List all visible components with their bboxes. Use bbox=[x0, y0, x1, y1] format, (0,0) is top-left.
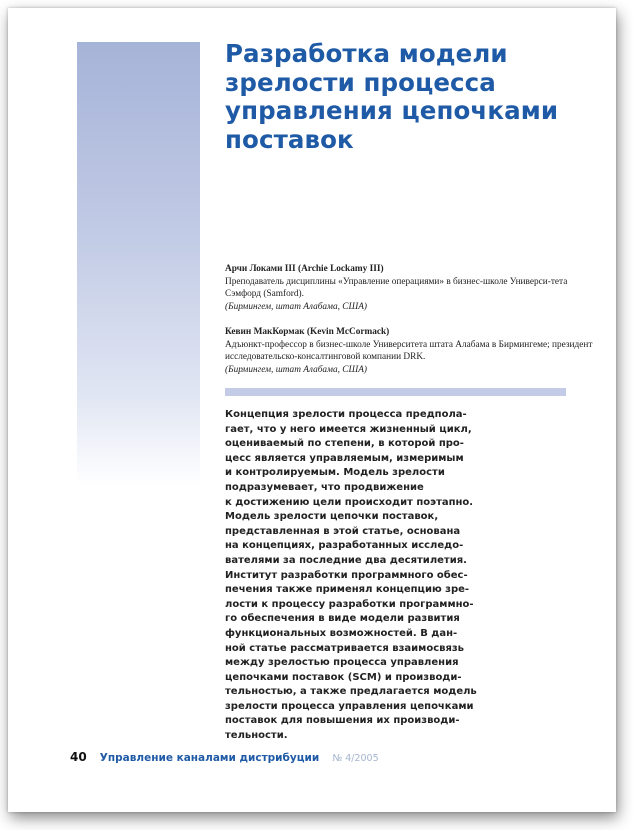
abstract-line: Модель зрелости цепочки поставок, bbox=[225, 511, 439, 523]
abstract-line: го обеспечения в виде модели развития bbox=[225, 613, 460, 625]
abstract-line: цесс является управляемым, измеримым bbox=[225, 452, 464, 464]
abstract-line: печения также применял концепцию зре- bbox=[225, 584, 470, 596]
abstract-line: вателями за последние два десятилетия. bbox=[225, 554, 467, 566]
author-name: Арчи Локами III (Archie Lockamy III) bbox=[225, 264, 384, 274]
author-block bbox=[225, 326, 605, 376]
abstract-line: лости к процессу разработки программно- bbox=[225, 598, 474, 610]
abstract-line: Институт разработки программного обес- bbox=[225, 569, 468, 581]
title-line: управления цепочками bbox=[225, 96, 559, 125]
article-title bbox=[225, 40, 605, 154]
abstract-line: и контролируемым. Модель зрелости bbox=[225, 467, 445, 479]
abstract-line: зрелости процесса управления цепочками bbox=[225, 700, 474, 712]
abstract-line: представленная в этой статье, основана bbox=[225, 525, 461, 537]
author-name: Кевин МакКормак (Kevin McCormack) bbox=[225, 327, 390, 337]
abstract-line: гает, что у него имеется жизненный цикл, bbox=[225, 423, 472, 435]
decorative-side-bar bbox=[77, 42, 200, 486]
author-role: Адъюнкт-профессор в бизнес-школе Университета штата Алабама в Бирмингеме; президент исследовательско-консалтинговой компании DRK. bbox=[225, 339, 593, 363]
author-block bbox=[225, 263, 605, 313]
abstract-line: тельности. bbox=[225, 730, 288, 742]
abstract-line: к достижению цели происходит поэтапно. bbox=[225, 496, 474, 508]
author-role: Преподаватель дисциплины «Управление операциями» в бизнес-школе Универси-тета Сэмфорд (Samford). bbox=[225, 276, 568, 300]
title-line: зрелости процесса bbox=[225, 67, 496, 97]
author-location: (Бирмингем, штат Алабама, США) bbox=[225, 301, 367, 312]
page-number: 40 bbox=[70, 750, 87, 764]
title-line: поставок bbox=[225, 124, 354, 154]
issue-number: № 4/2005 bbox=[332, 753, 379, 764]
abstract-line: поставок для повышения их производи- bbox=[225, 715, 460, 727]
abstract-line: между зрелостью процесса управления bbox=[225, 657, 459, 669]
magazine-page bbox=[8, 8, 616, 812]
abstract-line: ной статье рассматривается взаимосвязь bbox=[225, 642, 464, 654]
section-divider bbox=[225, 388, 566, 396]
title-line: Разработка модели bbox=[225, 39, 508, 68]
author-location: (Бирмингем, штат Алабама, США) bbox=[225, 364, 367, 375]
page-footer bbox=[70, 746, 379, 765]
abstract-line: на концепциях, разработанных исследо- bbox=[225, 540, 464, 552]
abstract-line: цепочками поставок (SCM) и производи- bbox=[225, 671, 462, 683]
article-abstract bbox=[225, 408, 493, 744]
journal-title: Управление каналами дистрибуции bbox=[99, 752, 320, 764]
abstract-line: тельностью, а также предлагается модель bbox=[225, 686, 477, 698]
abstract-line: подразумевает, что продвижение bbox=[225, 481, 424, 493]
abstract-line: оцениваемый по степени, в которой про- bbox=[225, 438, 464, 450]
abstract-line: Концепция зрелости процесса предпола- bbox=[225, 409, 467, 420]
abstract-line: функциональных возможностей. В дан- bbox=[225, 627, 458, 639]
